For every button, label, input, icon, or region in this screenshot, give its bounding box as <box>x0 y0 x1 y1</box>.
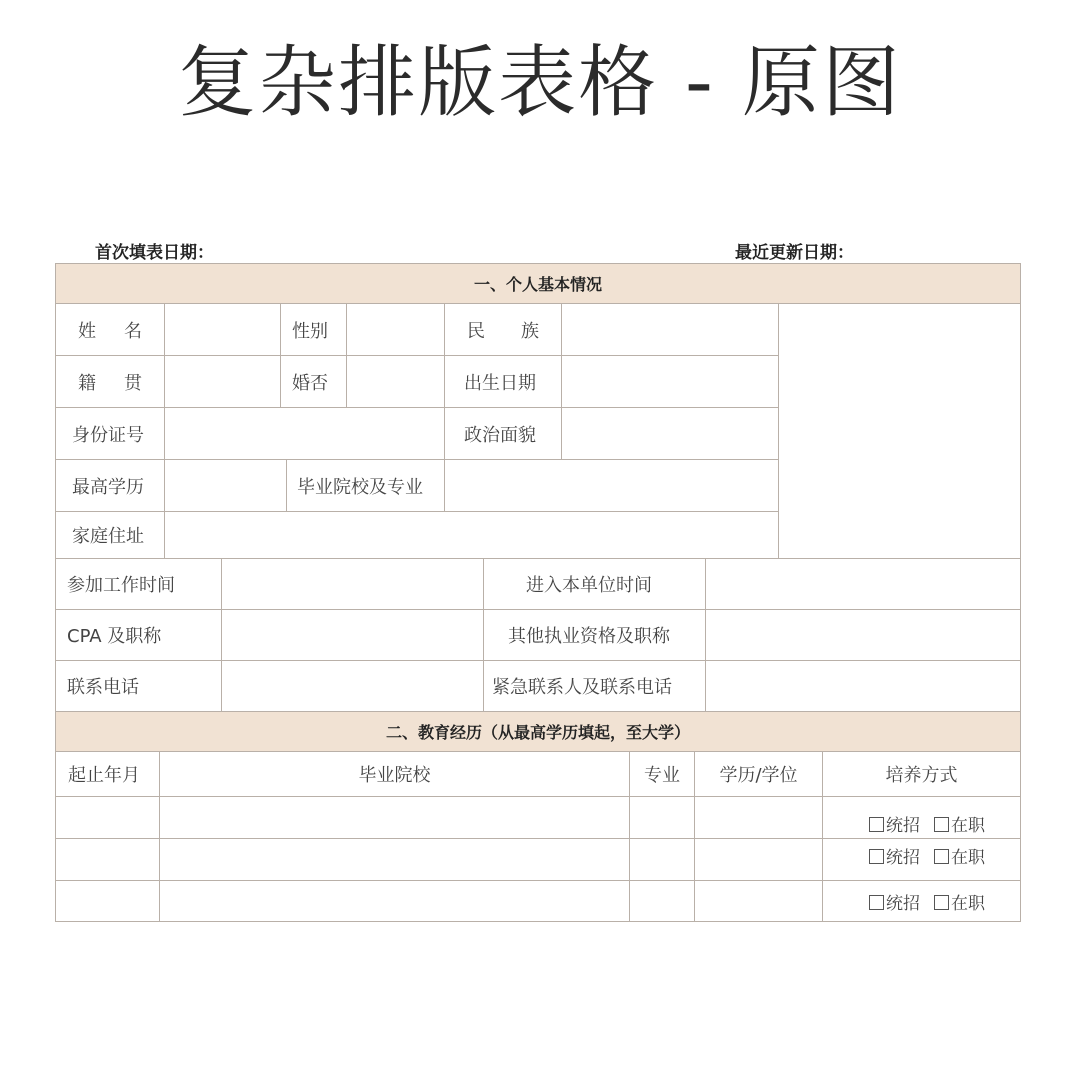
id-number-label-text: 身份证号 <box>72 424 144 446</box>
other-qualification-label-text: 其他执业资格及职称 <box>508 626 670 647</box>
col-period-text: 起止年月 <box>68 765 140 786</box>
row1-regular-label: 统招 <box>886 816 920 836</box>
row3-school[interactable] <box>160 881 630 922</box>
cpa-title-field[interactable] <box>222 610 484 661</box>
phone-field[interactable] <box>222 661 484 712</box>
other-qualification-label <box>484 610 706 661</box>
checkbox-icon[interactable] <box>934 817 949 832</box>
native-place-label <box>55 356 165 408</box>
registration-form <box>55 263 1021 923</box>
cpa-title-label-text: CPA 及职称 <box>67 626 162 647</box>
section1-title: 一、个人基本情况 <box>473 275 602 294</box>
marital-label-text: 婚否 <box>292 372 328 394</box>
row2-training-mode <box>823 839 1021 881</box>
native-label-char2: 贯 <box>124 372 142 394</box>
name-label-char1: 姓 <box>78 320 96 342</box>
name-label <box>55 304 165 356</box>
row1-inservice-label: 在职 <box>951 816 985 836</box>
education-label-text: 最高学历 <box>72 476 144 498</box>
checkbox-icon[interactable] <box>934 849 949 864</box>
phone-label-text: 联系电话 <box>67 677 139 698</box>
political-status-field[interactable] <box>562 408 779 460</box>
row3-inservice-option[interactable] <box>934 889 985 914</box>
native-label-char1: 籍 <box>78 372 96 394</box>
school-major-label-text: 毕业院校及专业 <box>297 476 423 498</box>
ethnicity-label <box>445 304 562 356</box>
row1-training-mode <box>823 797 1021 839</box>
section2-title: 二、教育经历（从最高学历填起，至大学） <box>385 723 690 742</box>
join-unit-label-text: 进入本单位时间 <box>526 575 652 596</box>
row3-period[interactable] <box>55 881 160 922</box>
row3-degree[interactable] <box>695 881 823 922</box>
section2-header <box>55 712 1021 752</box>
section1-header <box>55 263 1021 304</box>
join-unit-label <box>484 559 706 610</box>
work-start-label-text: 参加工作时间 <box>67 575 175 596</box>
col-period <box>55 752 160 797</box>
gender-label-text: 性别 <box>292 320 328 342</box>
checkbox-icon[interactable] <box>869 817 884 832</box>
gender-field[interactable] <box>347 304 445 356</box>
phone-label <box>55 661 222 712</box>
photo-area[interactable] <box>779 304 1021 559</box>
checkbox-icon[interactable] <box>934 895 949 910</box>
ethnicity-label-char2: 族 <box>521 320 539 342</box>
page-title: 复杂排版表格 - 原图 <box>178 38 902 128</box>
col-major <box>630 752 695 797</box>
row2-inservice-option[interactable] <box>934 843 985 868</box>
marital-field[interactable] <box>347 356 445 408</box>
row2-school[interactable] <box>160 839 630 881</box>
emergency-contact-label <box>484 661 706 712</box>
work-start-label <box>55 559 222 610</box>
row1-period[interactable] <box>55 797 160 839</box>
row3-training-mode <box>823 881 1021 922</box>
birth-date-label-text: 出生日期 <box>464 372 536 394</box>
row3-inservice-label: 在职 <box>951 893 985 914</box>
ethnicity-field[interactable] <box>562 304 779 356</box>
name-field[interactable] <box>165 304 281 356</box>
last-update-date-label: 最近更新日期： <box>735 243 854 263</box>
birth-date-label <box>445 356 562 408</box>
row2-major[interactable] <box>630 839 695 881</box>
col-school <box>160 752 630 797</box>
join-unit-field[interactable] <box>706 559 1021 610</box>
row1-inservice-option[interactable] <box>934 811 985 836</box>
col-training-mode <box>823 752 1021 797</box>
ethnicity-label-char1: 民 <box>467 320 485 342</box>
birth-date-field[interactable] <box>562 356 779 408</box>
col-school-text: 毕业院校 <box>358 765 431 786</box>
row3-regular-label: 统招 <box>886 893 920 914</box>
other-qualification-field[interactable] <box>706 610 1021 661</box>
row1-school[interactable] <box>160 797 630 839</box>
id-number-label <box>55 408 165 460</box>
row3-regular-option[interactable] <box>869 889 920 914</box>
education-label <box>55 460 165 512</box>
row2-degree[interactable] <box>695 839 823 881</box>
row3-major[interactable] <box>630 881 695 922</box>
checkbox-icon[interactable] <box>869 849 884 864</box>
political-status-label-text: 政治面貌 <box>464 424 536 446</box>
school-major-label <box>287 460 445 512</box>
col-degree-text: 学历/学位 <box>719 765 798 786</box>
name-label-char2: 名 <box>124 320 142 342</box>
id-number-field[interactable] <box>165 408 445 460</box>
emergency-contact-label-text: 紧急联系人及联系电话 <box>492 677 672 698</box>
work-start-field[interactable] <box>222 559 484 610</box>
col-training-mode-text: 培养方式 <box>885 765 958 786</box>
school-major-field[interactable] <box>445 460 779 512</box>
row1-regular-option[interactable] <box>869 811 920 836</box>
marital-label <box>281 356 347 408</box>
row2-regular-option[interactable] <box>869 843 920 868</box>
native-place-field[interactable] <box>165 356 281 408</box>
row2-regular-label: 统招 <box>886 848 920 868</box>
checkbox-icon[interactable] <box>869 895 884 910</box>
address-label-text: 家庭住址 <box>72 526 144 547</box>
address-field[interactable] <box>165 512 779 559</box>
col-degree <box>695 752 823 797</box>
address-label <box>55 512 165 559</box>
gender-label <box>281 304 347 356</box>
political-status-label <box>445 408 562 460</box>
col-major-text: 专业 <box>644 765 680 786</box>
cpa-title-label <box>55 610 222 661</box>
row2-period[interactable] <box>55 839 160 881</box>
row1-degree[interactable] <box>695 797 823 839</box>
row1-major[interactable] <box>630 797 695 839</box>
education-field[interactable] <box>165 460 287 512</box>
first-fill-date-label: 首次填表日期： <box>95 243 214 263</box>
emergency-contact-field[interactable] <box>706 661 1021 712</box>
row2-inservice-label: 在职 <box>951 848 985 868</box>
